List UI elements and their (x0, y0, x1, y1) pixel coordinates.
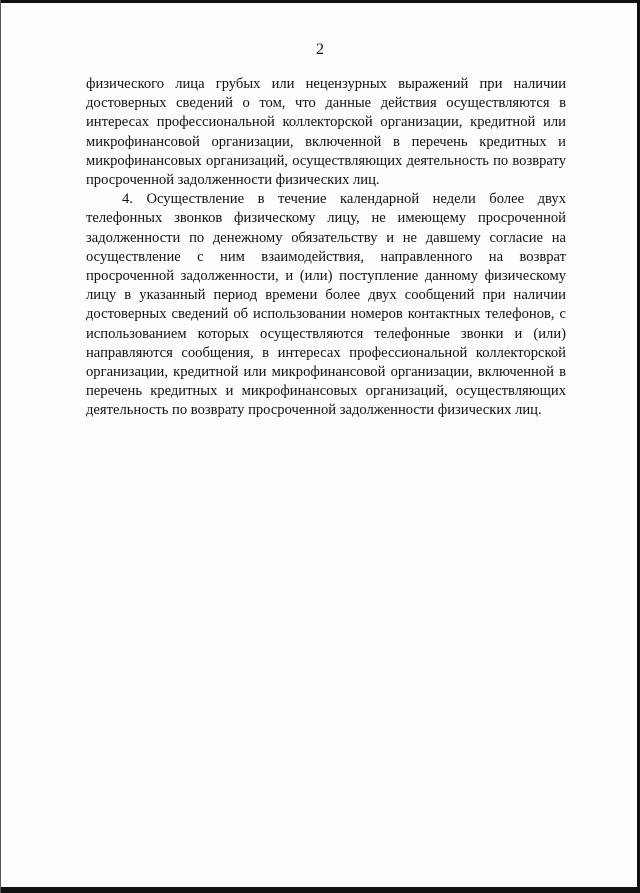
scan-edge-bottom (0, 887, 640, 893)
paragraph-item-4: 4. Осуществление в течение календарной недели более двух телефонных звонков физическому лицу, не имеющему просроченной задолженности по денежному обязательству и не давшему согласие на осуществление с ним взаимодействия, направленного на возврат просроченной задолженности, и (или) поступление данному физическому лицу в указанный период времени более двух сообщений при наличии достоверных сведений об использовании номеров контактных телефонов, с использованием которых осуществляются телефонные звонки и (или) направляются сообщения, в интересах профессиональной коллекторской организации, кредитной или микрофинансовой организации, включенной в перечень кредитных и микрофинансовых организаций, осуществляющих деятельность по возврату просроченной задолженности физических лиц. (86, 191, 566, 419)
page-number: 2 (316, 41, 324, 58)
scan-edge-left (0, 0, 1, 893)
scan-edge-top (0, 0, 640, 3)
paragraph-continuation: физического лица грубых или нецензурных выражений при наличии достоверных сведений о том, что данные действия осуществляются в интересах профессиональной коллекторской организации, кредитной или микрофинансовой организации, включенной в перечень кредитных и микрофинансовых организаций, осуществляющих деятельность по возврату просроченной задолженности физических лиц. (86, 76, 566, 189)
document-body (86, 75, 566, 421)
